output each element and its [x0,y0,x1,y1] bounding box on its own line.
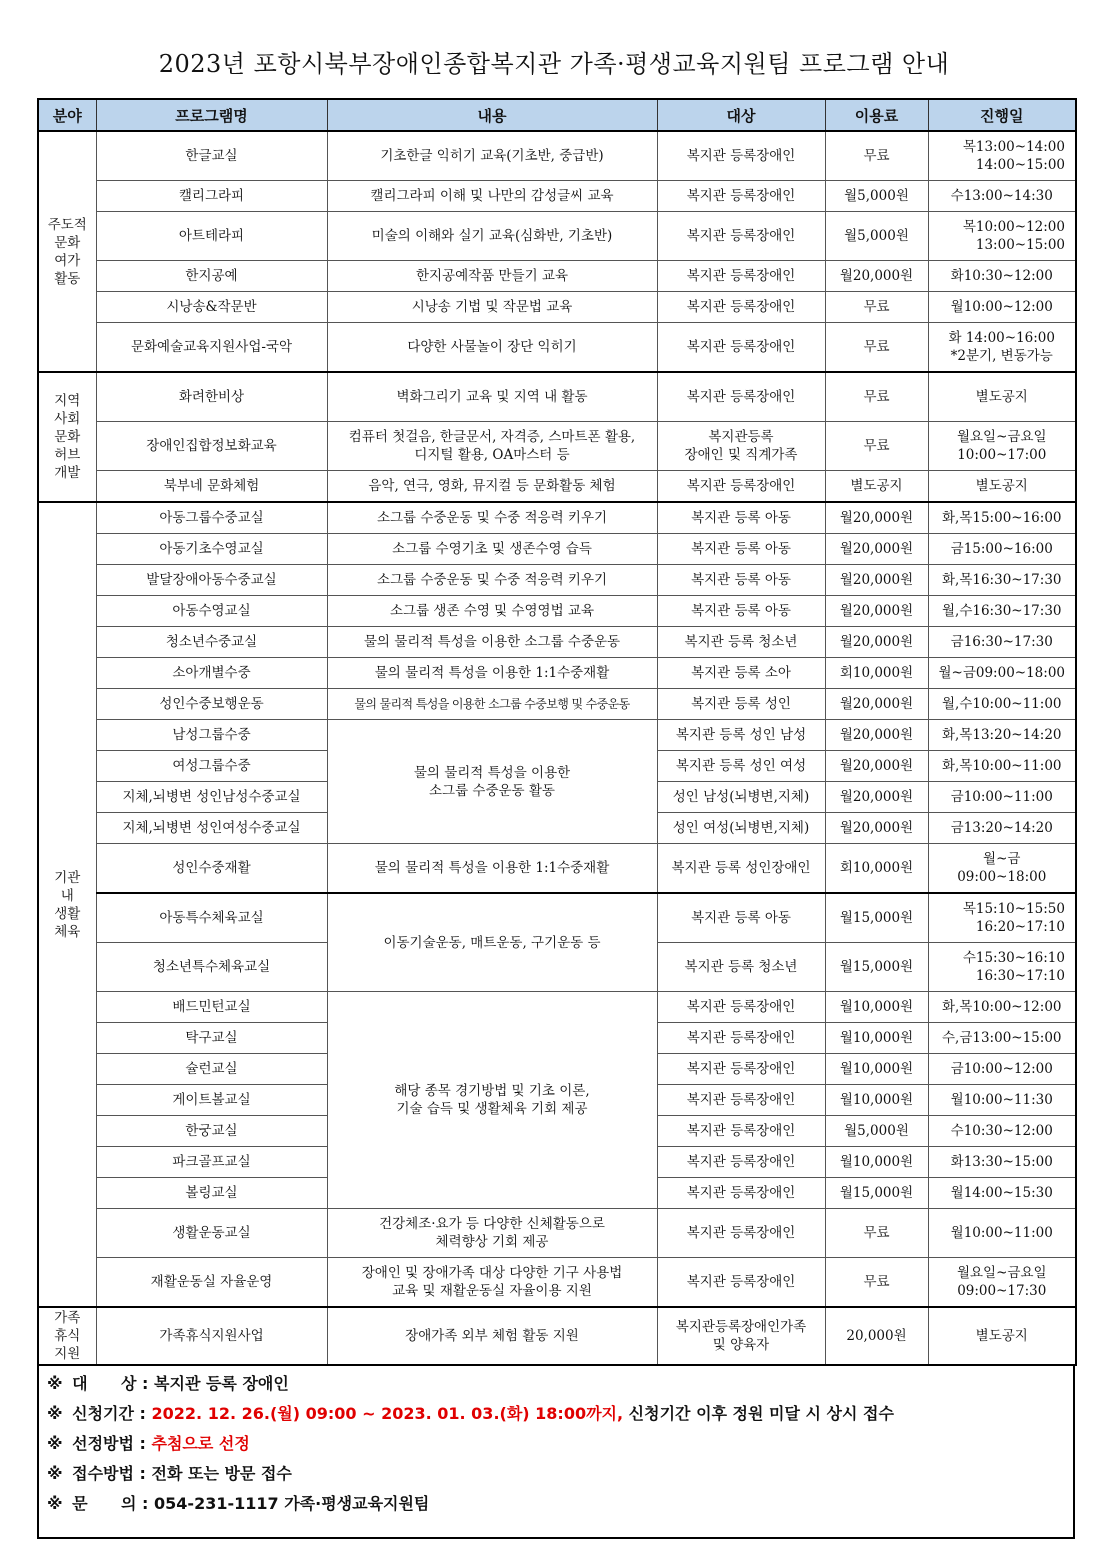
program-fee: 월10,000원 [825,1085,928,1116]
note-label: 신청기간 : [72,1404,146,1423]
program-content: 캘리그라피 이해 및 나만의 감성글씨 교육 [327,181,657,212]
program-fee: 무료 [825,292,928,323]
program-fee: 회10,000원 [825,658,928,689]
table-header-row [38,99,1076,131]
note-label: 대 상 : [72,1374,149,1393]
program-schedule: 금15:00~16:00 [928,534,1076,565]
program-name: 한글교실 [96,131,327,181]
program-target: 복지관 등록장애인 [657,292,825,323]
program-content: 벽화그리기 교육 및 지역 내 활동 [327,372,657,422]
program-schedule: 월~금09:00~18:00 [928,658,1076,689]
program-target: 복지관 등록 아동 [657,565,825,596]
table-row [38,844,1076,894]
program-fee: 월15,000원 [825,1178,928,1209]
header-target: 대상 [657,99,825,131]
program-schedule: 목10:00~12:00 13:00~15:00 [928,212,1076,261]
program-name: 아동그룹수중교실 [96,502,327,534]
note-target [39,1369,1073,1399]
note-value: 054-231-1117 가족·평생교육지원팀 [154,1494,430,1513]
program-target: 복지관 등록장애인 [657,1209,825,1258]
program-content: 다양한 사물놀이 장단 익히기 [327,323,657,373]
note-mark: ※ [47,1404,63,1423]
note-label: 선정방법 : [72,1434,146,1453]
header-fee: 이용료 [825,99,928,131]
program-schedule: 금13:20~14:20 [928,813,1076,844]
program-name: 남성그룹수중 [96,720,327,751]
program-fee: 월20,000원 [825,596,928,627]
program-schedule: 별도공지 [928,372,1076,422]
program-target: 복지관 등록 청소년 [657,627,825,658]
program-schedule: 월,수16:30~17:30 [928,596,1076,627]
program-fee: 월10,000원 [825,1023,928,1054]
program-schedule: 금16:30~17:30 [928,627,1076,658]
program-fee: 월20,000원 [825,502,928,534]
table-row [38,596,1076,627]
program-name: 볼링교실 [96,1178,327,1209]
table-row [38,323,1076,373]
program-schedule: 화 14:00~16:00 *2분기, 변동가능 [928,323,1076,373]
program-content: 이동기술운동, 매트운동, 구기운동 등 [327,893,657,992]
program-name: 배드민턴교실 [96,992,327,1023]
program-target: 복지관 등록장애인 [657,372,825,422]
program-fee: 무료 [825,1258,928,1308]
program-schedule: 별도공지 [928,471,1076,503]
program-target: 복지관 등록 성인 남성 [657,720,825,751]
program-table-container [37,98,1075,1539]
table-row [38,992,1076,1023]
program-target: 복지관 등록장애인 [657,1023,825,1054]
program-fee: 월20,000원 [825,261,928,292]
note-label: 접수방법 : [72,1464,146,1483]
program-schedule: 금10:00~12:00 [928,1054,1076,1085]
program-name: 캘리그라피 [96,181,327,212]
table-row [38,627,1076,658]
program-content: 물의 물리적 특성을 이용한 소그룹 수중운동 활동 [327,720,657,844]
table-row [38,1209,1076,1258]
program-content: 장애가족 외부 체험 활동 지원 [327,1307,657,1365]
program-table [37,98,1077,1366]
table-row [38,212,1076,261]
program-schedule: 월10:00~11:30 [928,1085,1076,1116]
program-content: 소그룹 수중운동 및 수중 적응력 키우기 [327,565,657,596]
program-target: 복지관 등록장애인 [657,212,825,261]
program-content: 미술의 이해와 실기 교육(심화반, 기초반) [327,212,657,261]
program-name: 생활운동교실 [96,1209,327,1258]
program-fee: 무료 [825,372,928,422]
table-row [38,534,1076,565]
program-name: 청소년수중교실 [96,627,327,658]
program-fee: 무료 [825,1209,928,1258]
header-field: 분야 [38,99,96,131]
table-row [38,658,1076,689]
program-schedule: 월요일~금요일 10:00~17:00 [928,422,1076,471]
program-target: 복지관 등록장애인 [657,323,825,373]
program-fee: 월5,000원 [825,181,928,212]
program-target: 복지관등록장애인가족 및 양육자 [657,1307,825,1365]
program-name: 발달장애아동수중교실 [96,565,327,596]
note-mark: ※ [47,1464,63,1483]
program-content: 소그룹 수중운동 및 수중 적응력 키우기 [327,502,657,534]
notes-box [37,1366,1075,1539]
program-fee: 무료 [825,422,928,471]
program-schedule: 화10:30~12:00 [928,261,1076,292]
program-fee: 회10,000원 [825,844,928,894]
table-row [38,502,1076,534]
program-name: 시낭송&작문반 [96,292,327,323]
program-schedule: 수,금13:00~15:00 [928,1023,1076,1054]
note-selection-value: 추첨으로 선정 [151,1434,250,1453]
program-target: 복지관 등록 성인 여성 [657,751,825,782]
program-name: 장애인집합정보화교육 [96,422,327,471]
program-target: 성인 남성(뇌병변,지체) [657,782,825,813]
table-row [38,720,1076,751]
program-fee: 월20,000원 [825,782,928,813]
program-schedule: 월10:00~12:00 [928,292,1076,323]
program-target: 복지관 등록장애인 [657,1147,825,1178]
program-name: 북부네 문화체험 [96,471,327,503]
table-row [38,131,1076,181]
program-schedule: 월~금 09:00~18:00 [928,844,1076,894]
program-fee: 월5,000원 [825,1116,928,1147]
program-target: 복지관 등록 아동 [657,534,825,565]
table-row [38,292,1076,323]
note-period [39,1399,1073,1429]
program-target: 복지관 등록 청소년 [657,943,825,992]
note-value: 전화 또는 방문 접수 [151,1464,292,1483]
program-schedule: 수15:30~16:10 16:30~17:10 [928,943,1076,992]
program-content: 물의 물리적 특성을 이용한 1:1수중재활 [327,844,657,894]
program-fee: 무료 [825,323,928,373]
program-schedule: 화13:30~15:00 [928,1147,1076,1178]
program-content: 물의 물리적 특성을 이용한 1:1수중재활 [327,658,657,689]
note-period-extra: 신청기간 이후 정원 미달 시 상시 접수 [628,1404,894,1423]
program-name: 파크골프교실 [96,1147,327,1178]
header-schedule: 진행일 [928,99,1076,131]
program-content: 기초한글 익히기 교육(기초반, 중급반) [327,131,657,181]
program-name: 청소년특수체육교실 [96,943,327,992]
program-schedule: 별도공지 [928,1307,1076,1365]
program-fee: 월20,000원 [825,534,928,565]
program-name: 화려한비상 [96,372,327,422]
program-fee: 월5,000원 [825,212,928,261]
program-name: 성인수중보행운동 [96,689,327,720]
program-content: 소그룹 생존 수영 및 수영영법 교육 [327,596,657,627]
program-fee: 월20,000원 [825,751,928,782]
program-name: 한궁교실 [96,1116,327,1147]
note-value: 복지관 등록 장애인 [154,1374,289,1393]
program-target: 복지관 등록장애인 [657,1054,825,1085]
table-row [38,565,1076,596]
table-row [38,1258,1076,1308]
program-name: 여성그룹수중 [96,751,327,782]
table-row [38,372,1076,422]
program-target: 복지관 등록 소아 [657,658,825,689]
program-content: 물의 물리적 특성을 이용한 소그룹 수중보행 및 수중운동 [327,689,657,720]
note-period-value: 2022. 12. 26.(월) 09:00 ~ 2023. 01. 03.(화) 18:00까지, [151,1404,624,1423]
program-name: 문화예술교육지원사업-국악 [96,323,327,373]
header-content: 내용 [327,99,657,131]
note-label: 문 의 : [72,1494,149,1513]
program-content: 컴퓨터 첫걸음, 한글문서, 자격증, 스마트폰 활용, 디지털 활용, OA마스터 등 [327,422,657,471]
note-selection [39,1429,1073,1459]
program-content: 한지공예작품 만들기 교육 [327,261,657,292]
program-fee: 월20,000원 [825,720,928,751]
category-cell: 주도적 문화 여가 활동 [38,131,96,372]
program-name: 성인수중재활 [96,844,327,894]
program-target: 복지관 등록 아동 [657,502,825,534]
program-name: 지체,뇌병변 성인남성수중교실 [96,782,327,813]
program-target: 복지관 등록 아동 [657,596,825,627]
program-target: 복지관 등록장애인 [657,181,825,212]
program-name: 소아개별수중 [96,658,327,689]
program-target: 복지관 등록장애인 [657,261,825,292]
table-row [38,689,1076,720]
program-name: 한지공예 [96,261,327,292]
program-fee: 월10,000원 [825,1054,928,1085]
program-fee: 월20,000원 [825,813,928,844]
program-target: 성인 여성(뇌병변,지체) [657,813,825,844]
program-schedule: 화,목13:20~14:20 [928,720,1076,751]
note-inquiry [39,1489,1073,1519]
table-row [38,1307,1076,1365]
program-schedule: 수13:00~14:30 [928,181,1076,212]
program-target: 복지관 등록 성인 [657,689,825,720]
program-target: 복지관등록 장애인 및 직계가족 [657,422,825,471]
note-mark: ※ [47,1494,63,1513]
program-schedule: 화,목16:30~17:30 [928,565,1076,596]
program-fee: 월20,000원 [825,627,928,658]
note-receipt [39,1459,1073,1489]
table-row [38,261,1076,292]
note-mark: ※ [47,1434,63,1453]
table-row [38,471,1076,503]
program-name: 아동특수체육교실 [96,893,327,943]
program-name: 아동기초수영교실 [96,534,327,565]
program-content: 물의 물리적 특성을 이용한 소그룹 수중운동 [327,627,657,658]
program-schedule: 월요일~금요일 09:00~17:30 [928,1258,1076,1308]
program-schedule: 월14:00~15:30 [928,1178,1076,1209]
program-fee: 월15,000원 [825,943,928,992]
program-content: 음악, 연극, 영화, 뮤지컬 등 문화활동 체험 [327,471,657,503]
program-target: 복지관 등록장애인 [657,1258,825,1308]
program-fee: 월10,000원 [825,1147,928,1178]
program-name: 게이트볼교실 [96,1085,327,1116]
program-schedule: 목13:00~14:00 14:00~15:00 [928,131,1076,181]
program-target: 복지관 등록 아동 [657,893,825,943]
program-content: 해당 종목 경기방법 및 기초 이론, 기술 습득 및 생활체육 기회 제공 [327,992,657,1209]
program-content: 시낭송 기법 및 작문법 교육 [327,292,657,323]
page-title: 2023년 포항시북부장애인종합복지관 가족·평생교육지원팀 프로그램 안내 [158,50,950,78]
program-schedule: 월10:00~11:00 [928,1209,1076,1258]
program-content: 장애인 및 장애가족 대상 다양한 기구 사용법 교육 및 재활운동실 자율이용 지원 [327,1258,657,1308]
program-name: 지체,뇌병변 성인여성수중교실 [96,813,327,844]
table-row [38,181,1076,212]
program-target: 복지관 등록장애인 [657,992,825,1023]
program-name: 슐런교실 [96,1054,327,1085]
program-target: 복지관 등록장애인 [657,1116,825,1147]
program-target: 복지관 등록 성인장애인 [657,844,825,894]
program-fee: 월20,000원 [825,689,928,720]
program-schedule: 목15:10~15:50 16:20~17:10 [928,893,1076,943]
program-content: 소그룹 수영기초 및 생존수영 습득 [327,534,657,565]
program-target: 복지관 등록장애인 [657,1178,825,1209]
program-fee: 20,000원 [825,1307,928,1365]
program-name: 탁구교실 [96,1023,327,1054]
note-mark: ※ [47,1374,63,1393]
category-cell: 가족 휴식 지원 [38,1307,96,1365]
header-program-name: 프로그램명 [96,99,327,131]
program-name: 재활운동실 자율운영 [96,1258,327,1308]
category-cell: 기관 내 생활 체육 [38,502,96,1307]
program-fee: 월10,000원 [825,992,928,1023]
program-schedule: 화,목15:00~16:00 [928,502,1076,534]
program-schedule: 화,목10:00~12:00 [928,992,1076,1023]
category-cell: 지역 사회 문화 허브 개발 [38,372,96,502]
program-target: 복지관 등록장애인 [657,131,825,181]
program-target: 복지관 등록장애인 [657,471,825,503]
program-fee: 월20,000원 [825,565,928,596]
program-name: 가족휴식지원사업 [96,1307,327,1365]
table-row [38,893,1076,943]
table-row [38,422,1076,471]
program-fee: 무료 [825,131,928,181]
program-target: 복지관 등록장애인 [657,1085,825,1116]
program-fee: 별도공지 [825,471,928,503]
program-schedule: 금10:00~11:00 [928,782,1076,813]
program-fee: 월15,000원 [825,893,928,943]
program-schedule: 화,목10:00~11:00 [928,751,1076,782]
program-name: 아동수영교실 [96,596,327,627]
program-schedule: 수10:30~12:00 [928,1116,1076,1147]
program-content: 건강체조·요가 등 다양한 신체활동으로 체력향상 기회 제공 [327,1209,657,1258]
program-schedule: 월,수10:00~11:00 [928,689,1076,720]
program-name: 아트테라피 [96,212,327,261]
